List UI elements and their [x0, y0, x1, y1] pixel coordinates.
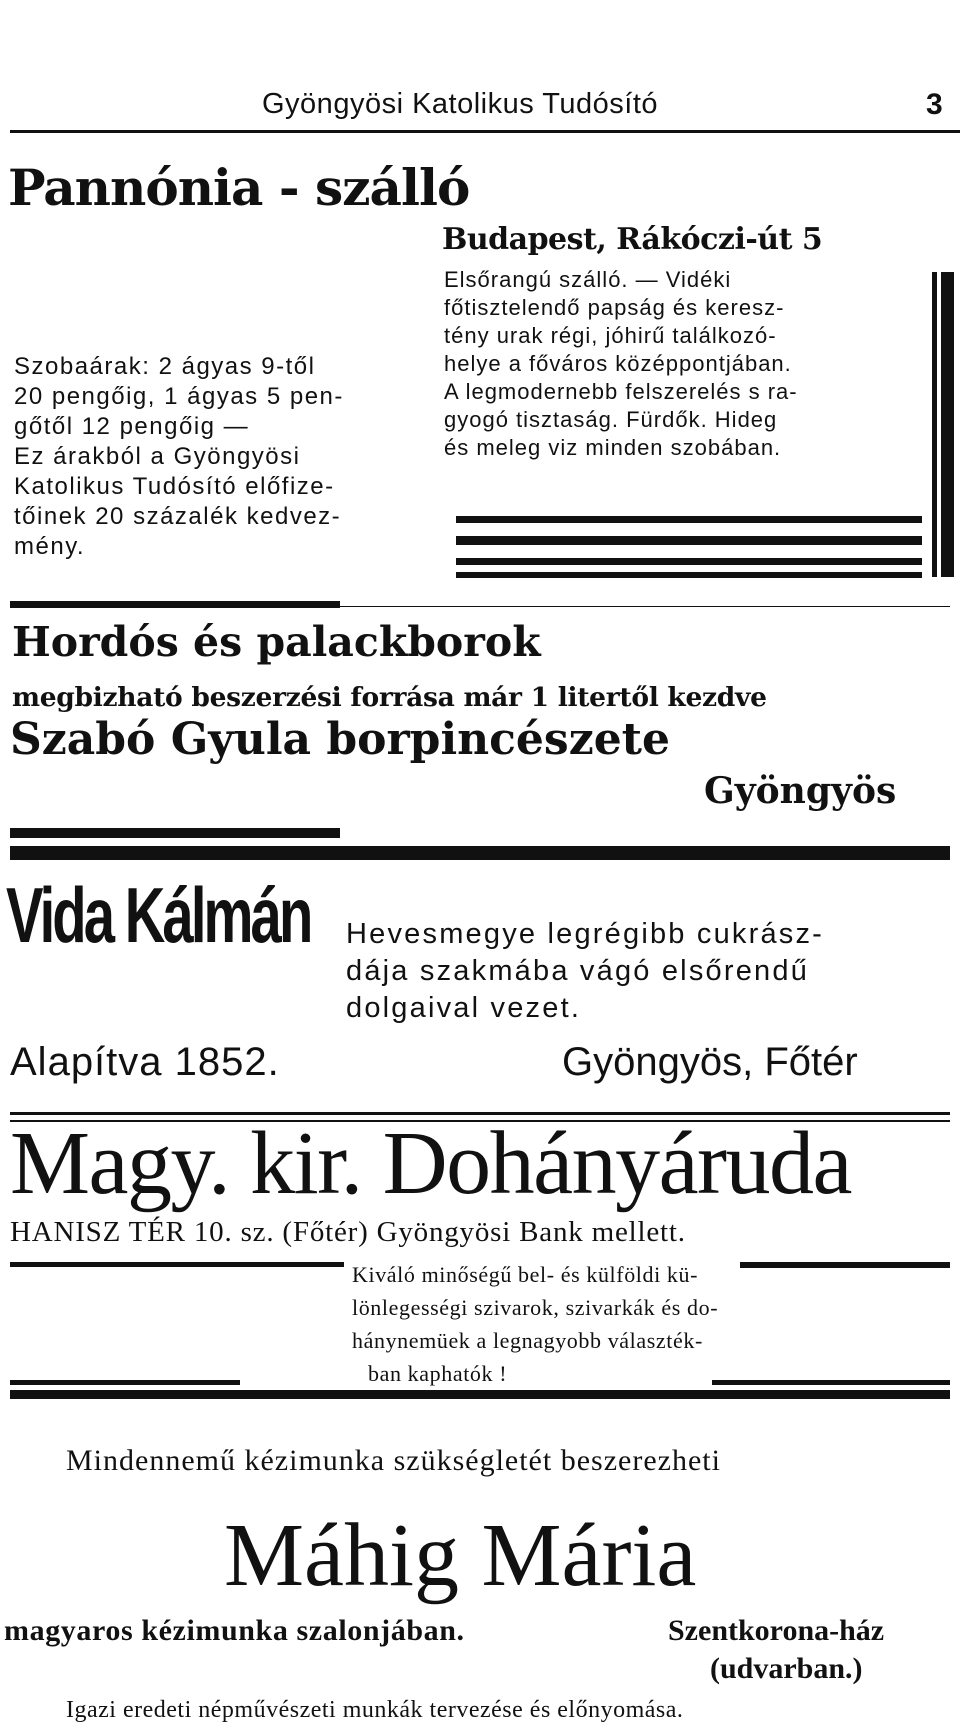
description-line: helye a főváros középpontjában. — [444, 351, 792, 376]
description-line: Hevesmegye legrégibb cukrász- — [346, 918, 825, 950]
dohany-description — [352, 1258, 718, 1390]
decorative-bar — [740, 1262, 950, 1268]
decorative-bar — [456, 558, 922, 565]
price-line: Ez árakból a Gyöngyösi — [14, 443, 301, 470]
price-line: gőtől 12 pengőig — — [14, 413, 250, 440]
szabo-name: Szabó Gyula borpincészete — [10, 714, 670, 765]
decorative-bar — [10, 1262, 344, 1267]
description-line: hánynemüek a legnagyobb választék- — [352, 1328, 703, 1353]
section-divider — [340, 606, 950, 607]
szabo-heading: Hordós és palackborok — [12, 618, 541, 666]
running-title: Gyöngyösi Katolikus Tudósító — [262, 88, 659, 120]
price-line: tőinek 20 százalék kedvez- — [14, 503, 342, 530]
description-line: Kiváló minőségű bel- és külföldi kü- — [352, 1262, 699, 1287]
vida-founded: Alapítva 1852. — [10, 1040, 280, 1084]
section-divider — [10, 1390, 950, 1399]
description-line: főtisztelendő papság és keresz- — [444, 295, 785, 320]
mahig-name: Máhig Mária — [224, 1506, 697, 1605]
vida-description — [346, 916, 824, 1027]
price-line: Katolikus Tudósító előfize- — [14, 473, 335, 500]
vertical-bar — [932, 272, 937, 577]
pannonia-description — [444, 266, 798, 462]
section-divider — [10, 601, 340, 608]
description-line: tény urak régi, jóhirű találkozó- — [444, 323, 777, 348]
dohany-title: Magy. kir. Dohányáruda — [10, 1114, 851, 1213]
pannonia-prices — [14, 352, 344, 562]
dohany-address: HANISZ TÉR 10. sz. (Főtér) Gyöngyösi Bank mellett. — [10, 1216, 686, 1248]
szabo-town: Gyöngyös — [704, 770, 897, 812]
description-line: dolgaival vezet. — [346, 992, 582, 1024]
price-line: Szobaárak: 2 ágyas 9-től — [14, 353, 316, 380]
vida-location: Gyöngyös, Főtér — [562, 1040, 858, 1084]
decorative-bar — [456, 536, 922, 545]
header-rule — [10, 130, 960, 133]
szabo-subheading: megbizható beszerzési forrása már 1 litertől kezdve — [12, 682, 767, 713]
description-line: A legmodernebb felszerelés s ra- — [444, 379, 798, 404]
description-line: dája szakmába vágó elsőrendű — [346, 955, 810, 987]
description-line: gyogó tisztaság. Fürdők. Hideg — [444, 407, 778, 432]
description-line: és meleg viz minden szobában. — [444, 435, 782, 460]
mahig-address-line1: Szentkorona-ház — [668, 1614, 885, 1647]
page-number: 3 — [926, 88, 943, 121]
description-line: ban kaphatók ! — [368, 1361, 508, 1386]
decorative-bar — [456, 516, 922, 523]
section-divider — [10, 828, 340, 838]
decorative-bar — [10, 1380, 240, 1385]
mahig-intro: Mindennemű kézimunka szükségletét beszerezheti — [66, 1444, 721, 1477]
decorative-bar — [712, 1380, 950, 1385]
price-line: mény. — [14, 533, 86, 560]
mahig-shop: magyaros kézimunka szalonjában. — [4, 1614, 465, 1647]
decorative-bar — [456, 572, 922, 578]
pannonia-title: Pannónia - szálló — [8, 158, 470, 217]
vida-name: Vida Kálmán — [6, 871, 311, 959]
price-line: 20 pengőig, 1 ágyas 5 pen- — [14, 383, 344, 410]
pannonia-address: Budapest, Rákóczi-út 5 — [442, 222, 823, 257]
vertical-bar — [941, 272, 954, 577]
section-divider — [10, 846, 950, 860]
mahig-address-line2: (udvarban.) — [710, 1652, 863, 1685]
mahig-footer: Igazi eredeti népművészeti munkák tervezése és előnyomása. — [66, 1697, 684, 1723]
description-line: lönlegességi szivarok, szivarkák és do- — [352, 1295, 719, 1320]
description-line: Elsőrangú szálló. — Vidéki — [444, 267, 732, 292]
